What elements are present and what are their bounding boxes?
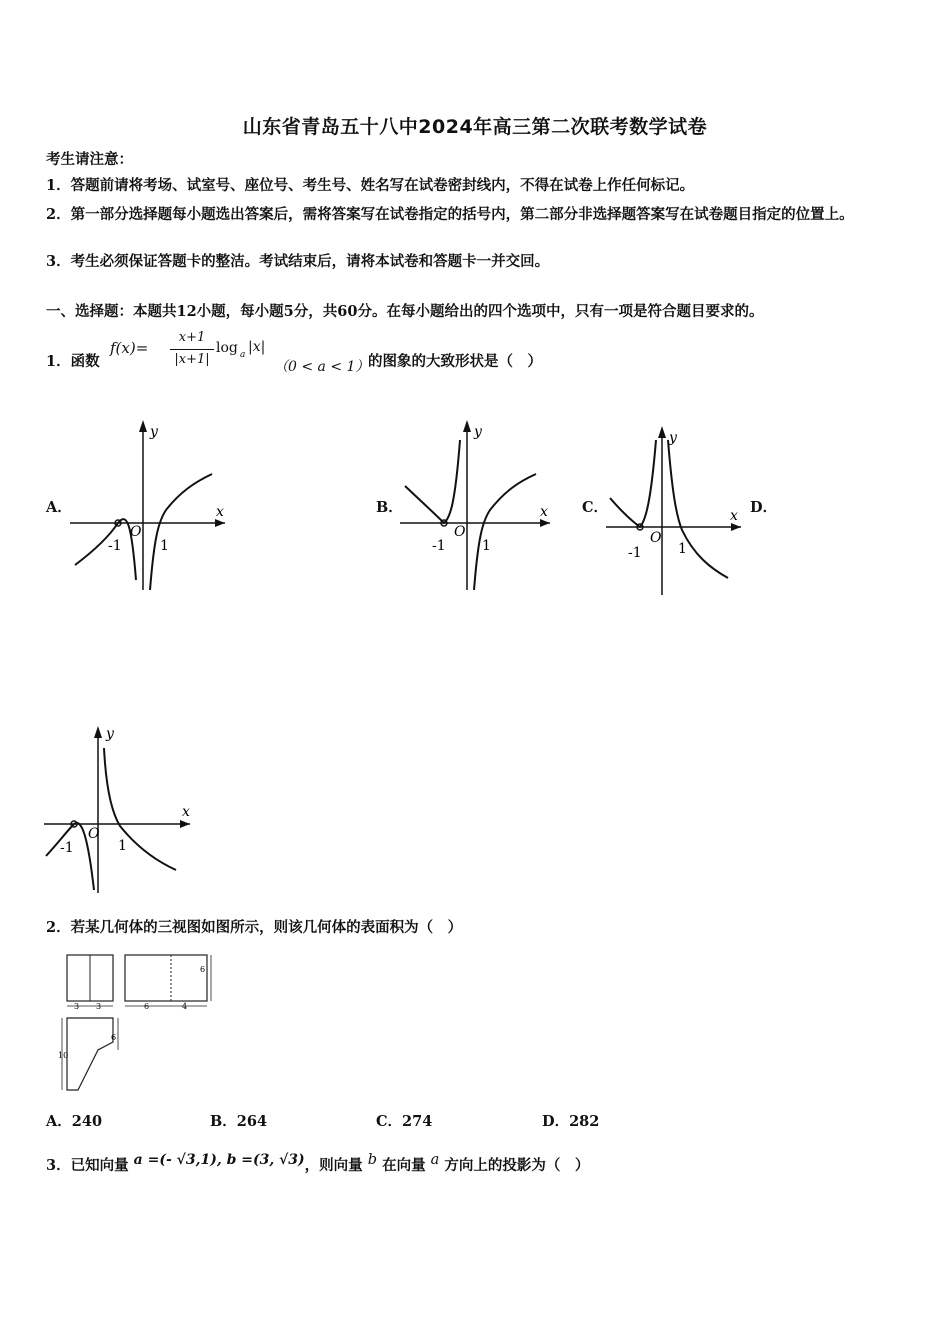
q3-prefix: 3．已知向量 [46,1157,129,1174]
x-label: x [730,508,738,524]
q1-option-c-label: C． [582,499,609,516]
fraction-bar [170,349,214,350]
q1-suffix: 的图象的大致形状是（ ） [368,353,542,370]
dim-3a: 3 [74,1002,80,1011]
q1-option-b-label: B． [376,499,403,516]
q3-suffix: 方向上的投影为（ ） [444,1157,590,1174]
y-axis-arrow [139,420,147,432]
x-label: x [182,804,190,820]
q2-option-b [210,1110,267,1131]
q1-log-arg: |x| [248,339,266,355]
q1-prefix: 1．函数 [46,353,100,370]
tick-one: 1 [482,538,491,554]
q3-vectors: a =(- √3,1), b =(3, √3) [133,1152,305,1168]
section-heading: 一、选择题：本题共12小题，每小题5分，共60分。在每小题给出的四个选项中，只有一项是符合题目要求的。 [46,303,764,320]
graph-d [44,718,204,898]
q2-option-d-value: 282 [569,1113,600,1130]
notice-item-1: 1．答题前请将考场、试室号、座位号、考生号、姓名写在试卷密封线内，不得在试卷上作任何标记。 [46,177,695,194]
y-label: y [669,430,677,446]
top-view [67,1018,113,1090]
x-axis-arrow [180,820,190,828]
left-branch [405,440,460,523]
dim-6-top: 6 [111,1033,117,1042]
dim-6-height: 6 [200,965,206,974]
x-axis-arrow [731,523,741,531]
q1-log: log [216,340,238,356]
q2-option-a-label: A． [46,1113,72,1130]
right-branch [150,474,212,590]
notice-heading: 考生请注意： [46,151,133,168]
dim-6-side: 6 [144,1002,150,1011]
origin-label: O [454,524,466,540]
tick-one: 1 [678,541,687,557]
tick-minus-one: -1 [432,538,446,554]
q2-text: 2．若某几何体的三视图如图所示，则该几何体的表面积为（ ） [46,919,463,936]
q1-option-a-label: A． [46,499,72,516]
tick-minus-one: -1 [628,545,642,561]
q1-option-d-label: D． [750,499,778,516]
three-view-drawing [56,950,226,1098]
y-label: y [150,424,158,440]
side-view [125,955,207,1001]
dim-10: 10 [58,1051,69,1060]
q1-log-base: a [240,350,246,360]
q2-option-a [46,1110,102,1131]
page-title: 山东省青岛五十八中2024年高三第二次联考数学试卷 [242,116,708,138]
y-axis-arrow [658,426,666,438]
y-label: y [106,726,114,742]
tick-minus-one: -1 [60,840,74,856]
q2-option-a-value: 240 [71,1113,103,1130]
origin-label: O [130,524,142,540]
q3-middle2: 在向量 [382,1157,426,1174]
q1-condition: （0 < a < 1） [274,359,370,375]
notice-item-3: 3．考生必须保证答题卡的整洁。考试结束后，请将本试卷和答题卡一并交回。 [46,253,550,270]
graph-a [70,410,235,600]
q3-line [46,1152,590,1176]
q2-option-b-value: 264 [236,1113,268,1130]
q1-numerator: x+1 [178,330,206,345]
q2-option-d [542,1110,599,1131]
left-branch [610,440,656,527]
x-axis-arrow [215,519,225,527]
right-branch [104,748,176,870]
q3-b: b [367,1152,378,1168]
y-axis-arrow [94,726,102,738]
graph-c [606,420,751,600]
q2-option-c-label: C． [376,1113,403,1130]
notice-item-2: 2．第一部分选择题每小题选出答案后，需将答案写在试卷指定的括号内，第二部分非选择题答案写在试卷题目指定的位置上。 [46,206,854,223]
q2-option-c [376,1110,432,1131]
origin-label: O [88,826,100,842]
q2-option-c-value: 274 [402,1113,433,1130]
q1-func-name: f(x)= [110,339,149,357]
q1-formula [110,330,380,380]
left-branch [46,823,94,890]
y-axis-arrow [463,420,471,432]
x-label: x [540,504,548,520]
tick-one: 1 [118,838,127,854]
tick-one: 1 [160,538,169,554]
left-branch [75,519,136,580]
origin-label: O [650,530,662,546]
q2-option-d-label: D． [542,1113,570,1130]
dim-3b: 3 [96,1002,102,1011]
right-branch [474,474,536,590]
graph-b [400,410,560,600]
x-label: x [216,504,224,520]
q2-option-b-label: B． [210,1113,237,1130]
q3-a: a [430,1152,440,1168]
y-label: y [474,424,482,440]
q1-denominator: |x+1| [174,352,210,367]
q3-middle: ，则向量 [304,1157,363,1174]
x-axis-arrow [540,519,550,527]
dim-4: 4 [182,1002,188,1011]
tick-minus-one: -1 [108,538,122,554]
right-branch [668,440,728,578]
